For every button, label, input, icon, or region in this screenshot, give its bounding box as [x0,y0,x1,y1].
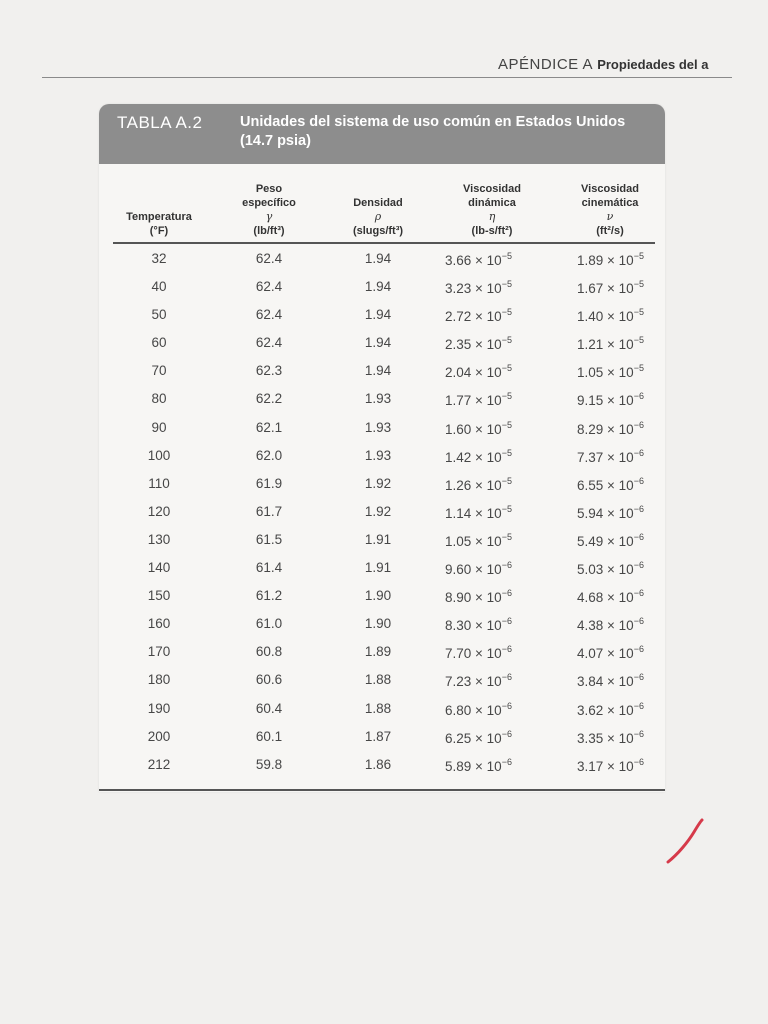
table-row [99,385,665,413]
cell-specific-weight: 62.3 [255,363,283,379]
cell-kinematic-viscosity: $5.94 \times 10^{-6}$ [577,503,644,521]
column-name: Peso específico [242,183,296,209]
table-row [99,695,665,723]
table-row [99,301,665,329]
table-row [99,442,665,470]
exponent: −6 [501,588,512,599]
cell-dynamic-viscosity: $1.05 \times 10^{-5}$ [445,531,512,549]
column-header-kinematic-viscosity [555,182,665,238]
cell-specific-weight: 62.2 [255,391,283,407]
cell-kinematic-viscosity: $4.38 \times 10^{-6}$ [577,616,644,634]
exponent: −6 [633,447,644,458]
exponent: −6 [633,560,644,571]
cell-temperature: 90 [151,419,167,435]
mantissa: 3.66 [445,253,472,268]
exponent: −5 [633,279,644,290]
exponent: −6 [633,503,644,514]
cell-density: 1.93 [364,419,392,435]
cell-kinematic-viscosity: $4.07 \times 10^{-6}$ [577,644,644,662]
mantissa: 8.90 [445,590,472,606]
cell-specific-weight: 61.4 [255,560,283,576]
table-label: TABLA A.2 [117,113,203,132]
cell-specific-weight: 59.8 [255,756,283,772]
cell-temperature: 100 [147,447,171,463]
exponent: −5 [501,335,512,346]
table-row [99,610,665,638]
cell-dynamic-viscosity: $5.89 \times 10^{-6}$ [445,756,512,774]
table-row [99,723,665,751]
cell-kinematic-viscosity: $4.68 \times 10^{-6}$ [577,588,644,606]
exponent: −6 [501,728,512,739]
mantissa: 1.05 [577,365,604,381]
cell-density: 1.94 [364,279,392,295]
header-divider [113,242,655,244]
cell-specific-weight: 61.7 [255,503,283,519]
cell-specific-weight: 61.5 [255,531,283,547]
cell-specific-weight: 61.2 [255,588,283,604]
exponent: −6 [633,475,644,486]
cell-specific-weight: 60.1 [255,728,283,744]
header-rule [42,77,732,78]
column-header-specific-weight [224,182,314,238]
cell-dynamic-viscosity: $8.30 \times 10^{-6}$ [445,616,512,634]
cell-dynamic-viscosity: $6.80 \times 10^{-6}$ [445,700,512,718]
cell-temperature: 120 [147,503,171,519]
mantissa: 2.04 [445,365,472,381]
mantissa: 9.15 [577,393,604,409]
cell-density: 1.88 [364,700,392,716]
mantissa: 1.67 [577,281,604,297]
cell-specific-weight: 62.0 [255,447,283,463]
table-row [99,273,665,301]
cell-temperature: 212 [147,756,171,772]
cell-density: 1.91 [364,531,392,547]
cell-dynamic-viscosity: $3.23 \times 10^{-5}$ [445,279,512,297]
table-row [99,357,665,385]
table-row [99,582,665,610]
cell-density: 1.93 [364,447,392,463]
exponent: −5 [501,531,512,542]
cell-density: 1.86 [364,756,392,772]
cell-specific-weight: 61.0 [255,616,283,632]
table-panel [99,104,665,792]
exponent: −6 [501,700,512,711]
mantissa: 4.68 [577,590,604,606]
cell-dynamic-viscosity: $1.77 \times 10^{-5}$ [445,391,512,409]
column-header-dynamic-viscosity [432,182,552,238]
exponent: −6 [633,391,644,402]
cell-temperature: 32 [151,251,167,266]
cell-dynamic-viscosity: $7.23 \times 10^{-6}$ [445,672,512,690]
pen-stroke [668,820,702,862]
cell-kinematic-viscosity: $3.84 \times 10^{-6}$ [577,672,644,690]
table-row [99,414,665,442]
table-row [99,554,665,582]
mantissa: 5.03 [577,562,604,578]
cell-temperature: 110 [148,475,170,491]
table-row [99,498,665,526]
column-symbol: ν [606,210,614,223]
cell-density: 1.91 [364,560,392,576]
mantissa: 3.17 [577,758,604,774]
table-body [99,245,665,779]
running-head-topic: Propiedades del a [597,57,709,72]
cell-temperature: 170 [147,644,171,660]
cell-density: 1.94 [364,251,392,266]
column-name: Viscosidad dinámica [463,183,521,209]
mantissa: 3.62 [577,702,604,718]
column-unit: (lb-s/ft²) [471,225,513,237]
exponent: −6 [633,672,644,683]
mantissa: 5.94 [577,505,604,521]
mantissa: 8.29 [577,421,604,437]
exponent: −5 [633,251,644,261]
cell-dynamic-viscosity: $2.04 \times 10^{-5}$ [445,363,512,381]
cell-temperature: 160 [147,616,171,632]
mantissa: 1.77 [445,393,472,409]
exponent: −5 [501,391,512,402]
cell-density: 1.92 [364,475,392,491]
column-name: Temperatura [126,211,192,223]
cell-temperature: 190 [147,700,171,716]
cell-dynamic-viscosity: $1.42 \times 10^{-5}$ [445,447,512,465]
mantissa: 1.05 [445,533,472,549]
cell-density: 1.94 [364,363,392,379]
mantissa: 4.07 [577,646,604,662]
cell-temperature: 130 [147,531,171,547]
cell-specific-weight: 61.9 [255,475,283,491]
cell-density: 1.94 [364,307,392,323]
mantissa: 3.23 [445,281,472,297]
table-row [99,245,665,273]
column-symbol: η [488,210,496,223]
cell-kinematic-viscosity: $1.89 \times 10^{-5}$ [577,251,644,268]
mantissa: 3.35 [577,730,604,746]
table-row [99,526,665,554]
exponent: −6 [633,700,644,711]
exponent: −6 [633,756,644,767]
column-name: Densidad [353,197,403,209]
cell-kinematic-viscosity: $3.35 \times 10^{-6}$ [577,728,644,746]
exponent: −6 [501,616,512,627]
exponent: −6 [633,616,644,627]
cell-temperature: 180 [147,672,171,688]
cell-specific-weight: 62.4 [255,335,283,351]
cell-temperature: 150 [147,588,171,604]
exponent: −6 [501,672,512,683]
exponent: −6 [633,644,644,655]
cell-kinematic-viscosity: $1.21 \times 10^{-5}$ [577,335,644,353]
mantissa: 9.60 [445,562,472,578]
exponent: −6 [501,560,512,571]
cell-temperature: 50 [151,307,167,323]
column-name: Viscosidad cinemática [581,183,639,209]
cell-kinematic-viscosity: $5.49 \times 10^{-6}$ [577,531,644,549]
cell-dynamic-viscosity: $3.66 \times 10^{-5}$ [445,251,512,268]
mantissa: 5.89 [445,758,472,774]
cell-dynamic-viscosity: $6.25 \times 10^{-6}$ [445,728,512,746]
exponent: −5 [501,279,512,290]
table-row [99,470,665,498]
exponent: −5 [501,503,512,514]
running-head [498,56,708,73]
cell-density: 1.90 [364,616,392,632]
mantissa: 6.80 [445,702,472,718]
cell-specific-weight: 62.4 [255,279,283,295]
table-bottom-rule [99,789,665,791]
cell-kinematic-viscosity: $9.15 \times 10^{-6}$ [577,391,644,409]
cell-density: 1.90 [364,588,392,604]
cell-kinematic-viscosity: $1.05 \times 10^{-5}$ [577,363,644,381]
mantissa: 3.84 [577,674,604,690]
cell-density: 1.94 [364,335,392,351]
cell-dynamic-viscosity: $7.70 \times 10^{-6}$ [445,644,512,662]
exponent: −6 [633,531,644,542]
running-head-appendix: APÉNDICE A [498,56,594,73]
cell-temperature: 60 [151,335,167,351]
exponent: −5 [501,251,512,261]
exponent: −6 [501,756,512,767]
table-title: Unidades del sistema de uso común en Estados Unidos (14.7 psia) [240,114,626,149]
column-symbol: ρ [374,210,382,223]
cell-kinematic-viscosity: $7.37 \times 10^{-6}$ [577,447,644,465]
column-symbol: γ [265,210,273,223]
mantissa: 1.40 [577,309,604,325]
mantissa: 7.23 [445,674,472,690]
cell-kinematic-viscosity: $6.55 \times 10^{-6}$ [577,475,644,493]
exponent: −5 [633,335,644,346]
mantissa: 6.55 [577,477,604,493]
exponent: −6 [501,644,512,655]
cell-kinematic-viscosity: $5.03 \times 10^{-6}$ [577,560,644,578]
cell-specific-weight: 62.4 [255,307,283,323]
cell-density: 1.89 [364,644,392,660]
exponent: −5 [501,447,512,458]
mantissa: 1.60 [445,421,472,437]
exponent: −5 [633,363,644,374]
column-unit: (ft²/s) [596,225,624,237]
table-row [99,751,665,779]
cell-dynamic-viscosity: $8.90 \times 10^{-6}$ [445,588,512,606]
mantissa: 1.21 [577,337,604,353]
cell-kinematic-viscosity: $8.29 \times 10^{-6}$ [577,419,644,437]
exponent: −5 [501,419,512,430]
cell-temperature: 40 [151,279,167,295]
cell-specific-weight: 62.1 [255,419,283,435]
mantissa: 2.35 [445,337,472,353]
exponent: −5 [501,475,512,486]
table-row [99,329,665,357]
mantissa: 8.30 [445,618,472,634]
exponent: −5 [501,307,512,318]
column-unit: (°F) [149,225,169,237]
cell-dynamic-viscosity: $2.72 \times 10^{-5}$ [445,307,512,325]
cell-dynamic-viscosity: $2.35 \times 10^{-5}$ [445,335,512,353]
table-row [99,666,665,694]
cell-temperature: 80 [151,391,167,407]
mantissa: 2.72 [445,309,472,325]
cell-dynamic-viscosity: $1.26 \times 10^{-5}$ [445,475,512,493]
pen-mark [664,816,714,866]
mantissa: 1.26 [445,477,472,493]
cell-dynamic-viscosity: $9.60 \times 10^{-6}$ [445,560,512,578]
column-header-density [333,196,423,238]
cell-density: 1.92 [364,503,392,519]
cell-dynamic-viscosity: $1.60 \times 10^{-5}$ [445,419,512,437]
cell-density: 1.87 [364,728,392,744]
column-unit: (lb/ft³) [253,225,285,237]
mantissa: 1.14 [445,505,472,521]
cell-kinematic-viscosity: $3.17 \times 10^{-6}$ [577,756,644,774]
column-headers [99,164,665,244]
cell-temperature: 70 [151,363,167,379]
cell-kinematic-viscosity: $3.62 \times 10^{-6}$ [577,700,644,718]
mantissa: 7.37 [577,449,604,465]
exponent: −6 [633,419,644,430]
mantissa: 7.70 [445,646,472,662]
mantissa: 1.42 [445,449,472,465]
cell-specific-weight: 60.4 [255,700,283,716]
mantissa: 4.38 [577,618,604,634]
mantissa: 1.89 [577,253,604,268]
exponent: −5 [633,307,644,318]
cell-specific-weight: 62.4 [255,251,283,266]
cell-density: 1.93 [364,391,392,407]
table-row [99,638,665,666]
exponent: −6 [633,588,644,599]
cell-kinematic-viscosity: $1.67 \times 10^{-5}$ [577,279,644,297]
column-header-temperature [109,210,209,238]
cell-kinematic-viscosity: $1.40 \times 10^{-5}$ [577,307,644,325]
exponent: −6 [633,728,644,739]
cell-dynamic-viscosity: $1.14 \times 10^{-5}$ [445,503,512,521]
cell-temperature: 140 [147,560,171,576]
table-banner [99,104,665,164]
cell-specific-weight: 60.8 [255,644,283,660]
exponent: −5 [501,363,512,374]
mantissa: 6.25 [445,730,472,746]
cell-temperature: 200 [147,728,171,744]
column-unit: (slugs/ft³) [352,225,404,237]
mantissa: 5.49 [577,533,604,549]
cell-specific-weight: 60.6 [255,672,283,688]
cell-density: 1.88 [364,672,392,688]
